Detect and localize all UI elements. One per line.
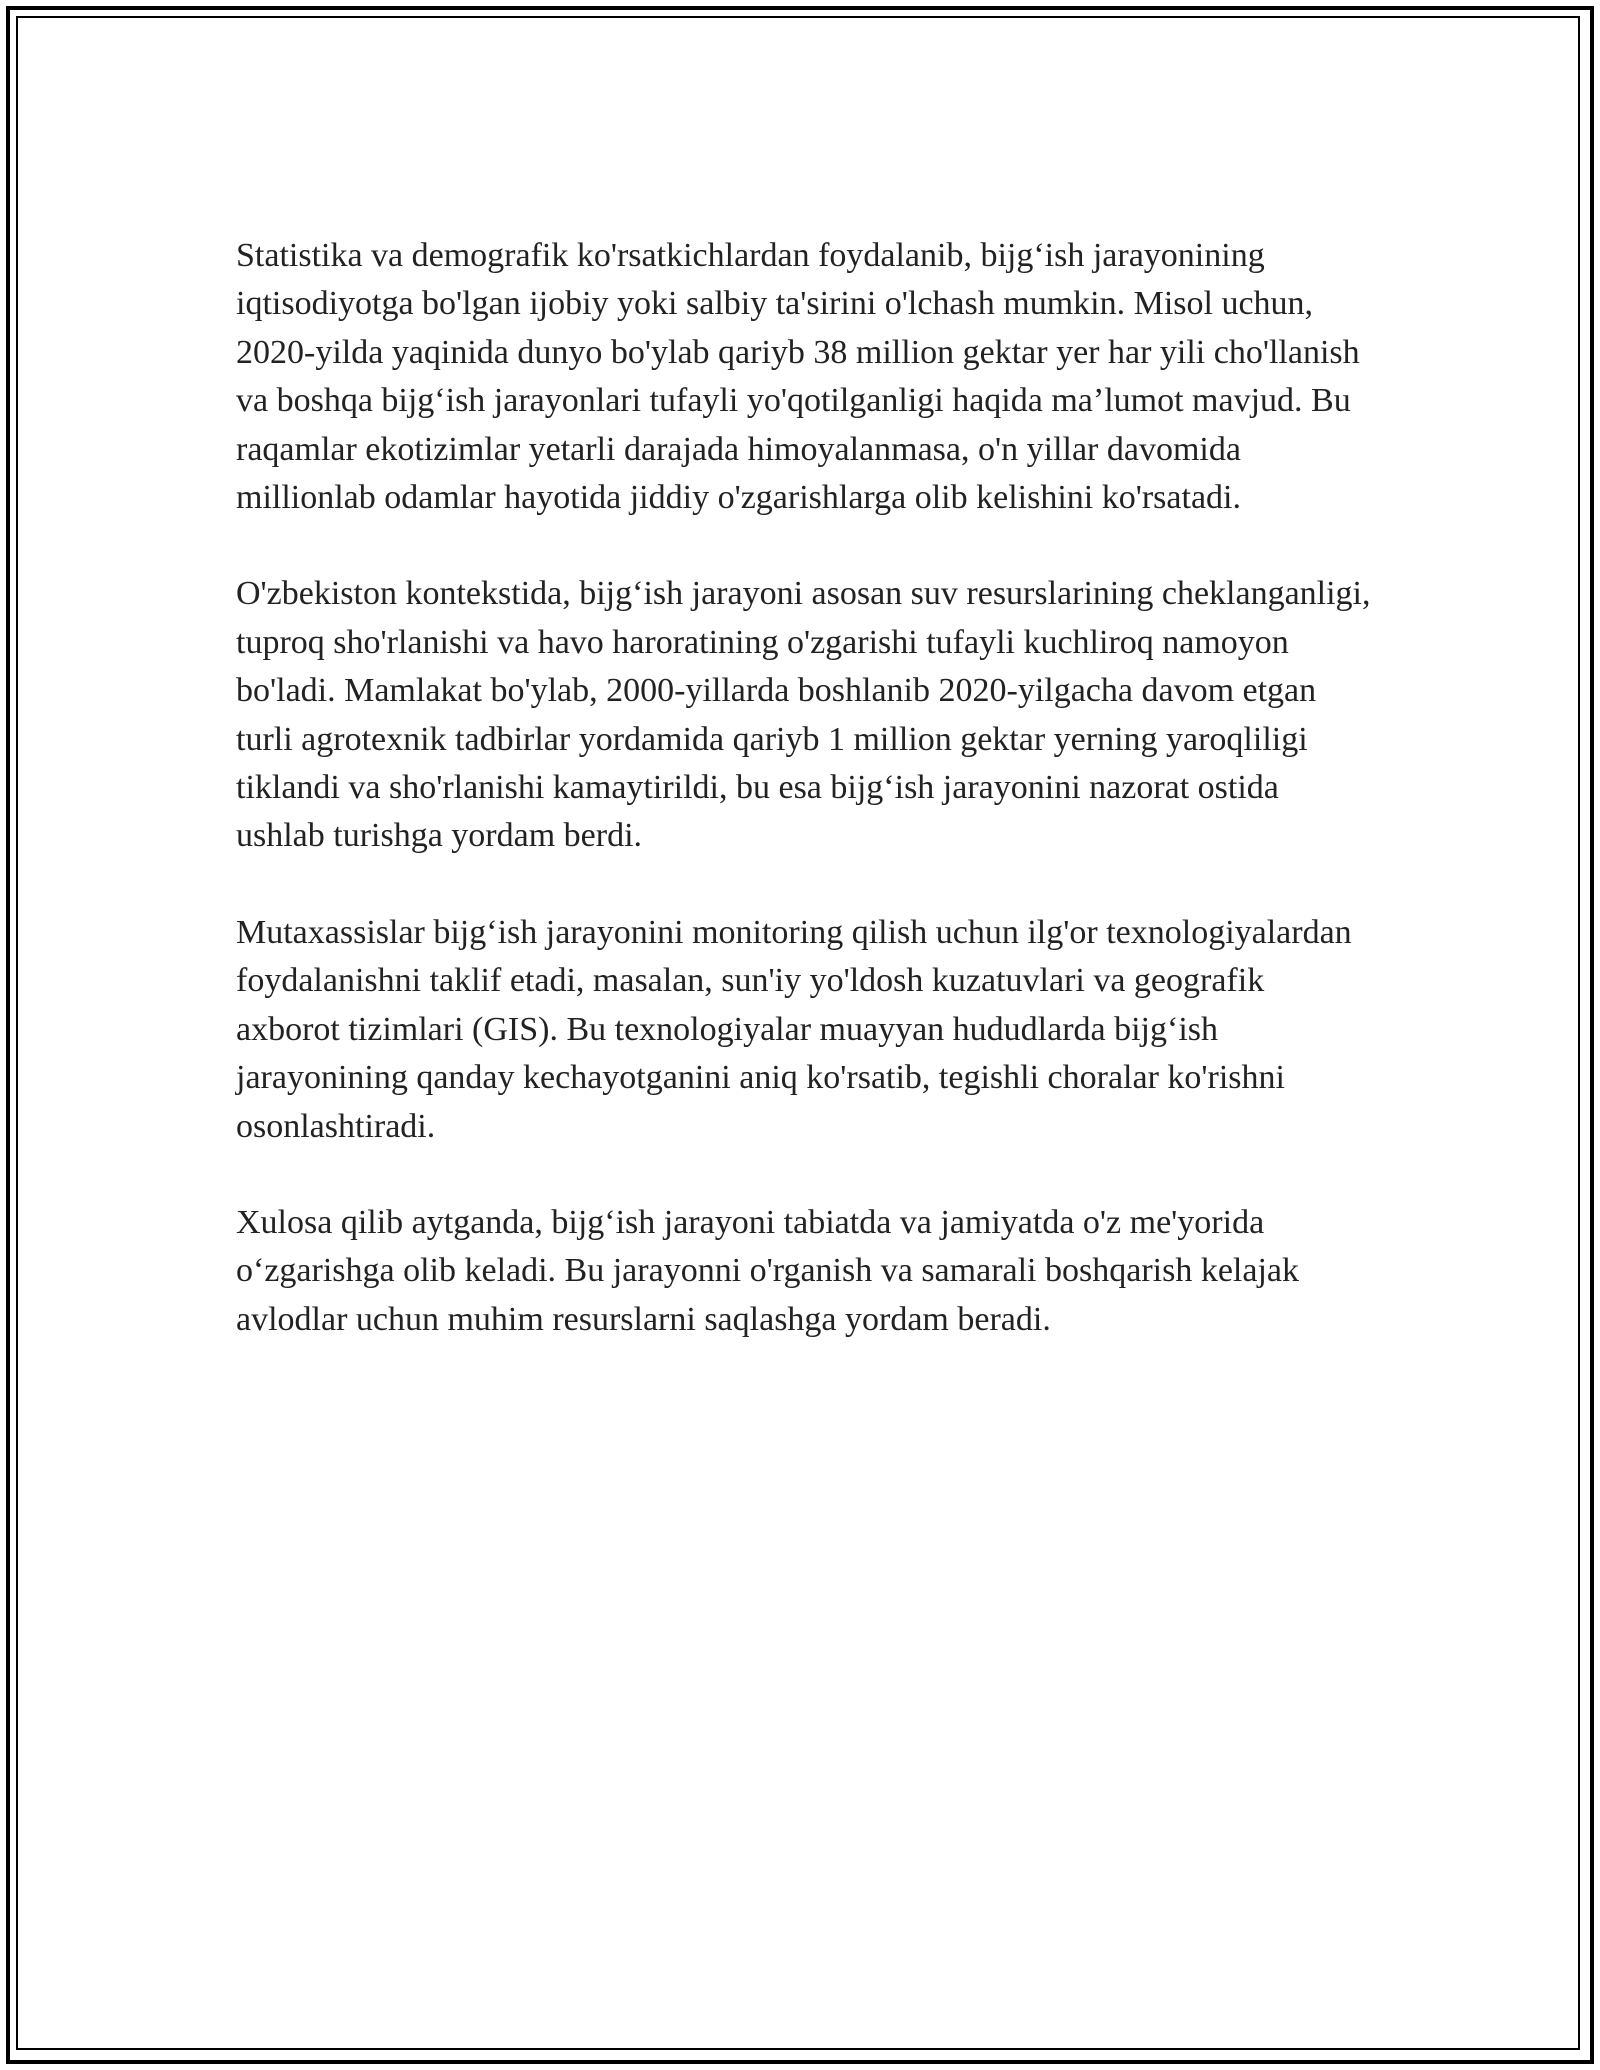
paragraph-4: Xulosa qilib aytganda, bijg‘ish jarayoni tabiatda va jamiyatda o'z me'yorida o‘zgarishga olib keladi. Bu jarayonni o'rganish va samarali boshqarish kelajak avlodlar uchun muhim resurslarni saqlashga yordam beradi. — [236, 1203, 1299, 1338]
paragraph-2: O'zbekiston kontekstida, bijg‘ish jarayoni asosan suv resurslarining cheklanganligi, tuproq sho'rlanishi va havo haroratining o'zgarishi tufayli kuchliroq namoyon bo'ladi. Mamlakat bo'ylab, 2000-yillarda boshlanib 2020-yilgacha davom etgan turli agrotexnik tadbirlar yordamida qariyb 1 million gektar yerning yaroqliligi tiklandi va sho'rlanishi kamaytirildi, bu esa bijg‘ish jarayonini nazorat ostida ushlab turishga yordam berdi. — [236, 575, 1371, 855]
document-body — [236, 232, 1376, 1392]
paragraph-3: Mutaxassislar bijg‘ish jarayonini monitoring qilish uchun ilg'or texnologiyalardan foydalanishni taklif etadi, masalan, sun'iy yo'ldosh kuzatuvlari va geografik axborot tizimlari (GIS). Bu texnologiyalar muayyan hududlarda bijg‘ish jarayonining qanday kechayotganini aniq ko'rsatib, tegishli choralar ko'rishni osonlashtiradi. — [236, 913, 1352, 1145]
paragraph-1: Statistika va demografik ko'rsatkichlardan foydalanib, bijg‘ish jarayonining iqtisodiyotga bo'lgan ijobiy yoki salbiy ta'sirini o'lchash mumkin. Misol uchun, 2020-yilda yaqinida dunyo bo'ylab qariyb 38 million gektar yer har yili cho'llanish va boshqa bijg‘ish jarayonlari tufayli yo'qotilganligi haqida ma’lumot mavjud. Bu raqamlar ekotizimlar yetarli darajada himoyalanmasa, o'n yillar davomida millionlab odamlar hayotida jiddiy o'zgarishlarga olib kelishini ko'rsatadi. — [236, 237, 1360, 517]
